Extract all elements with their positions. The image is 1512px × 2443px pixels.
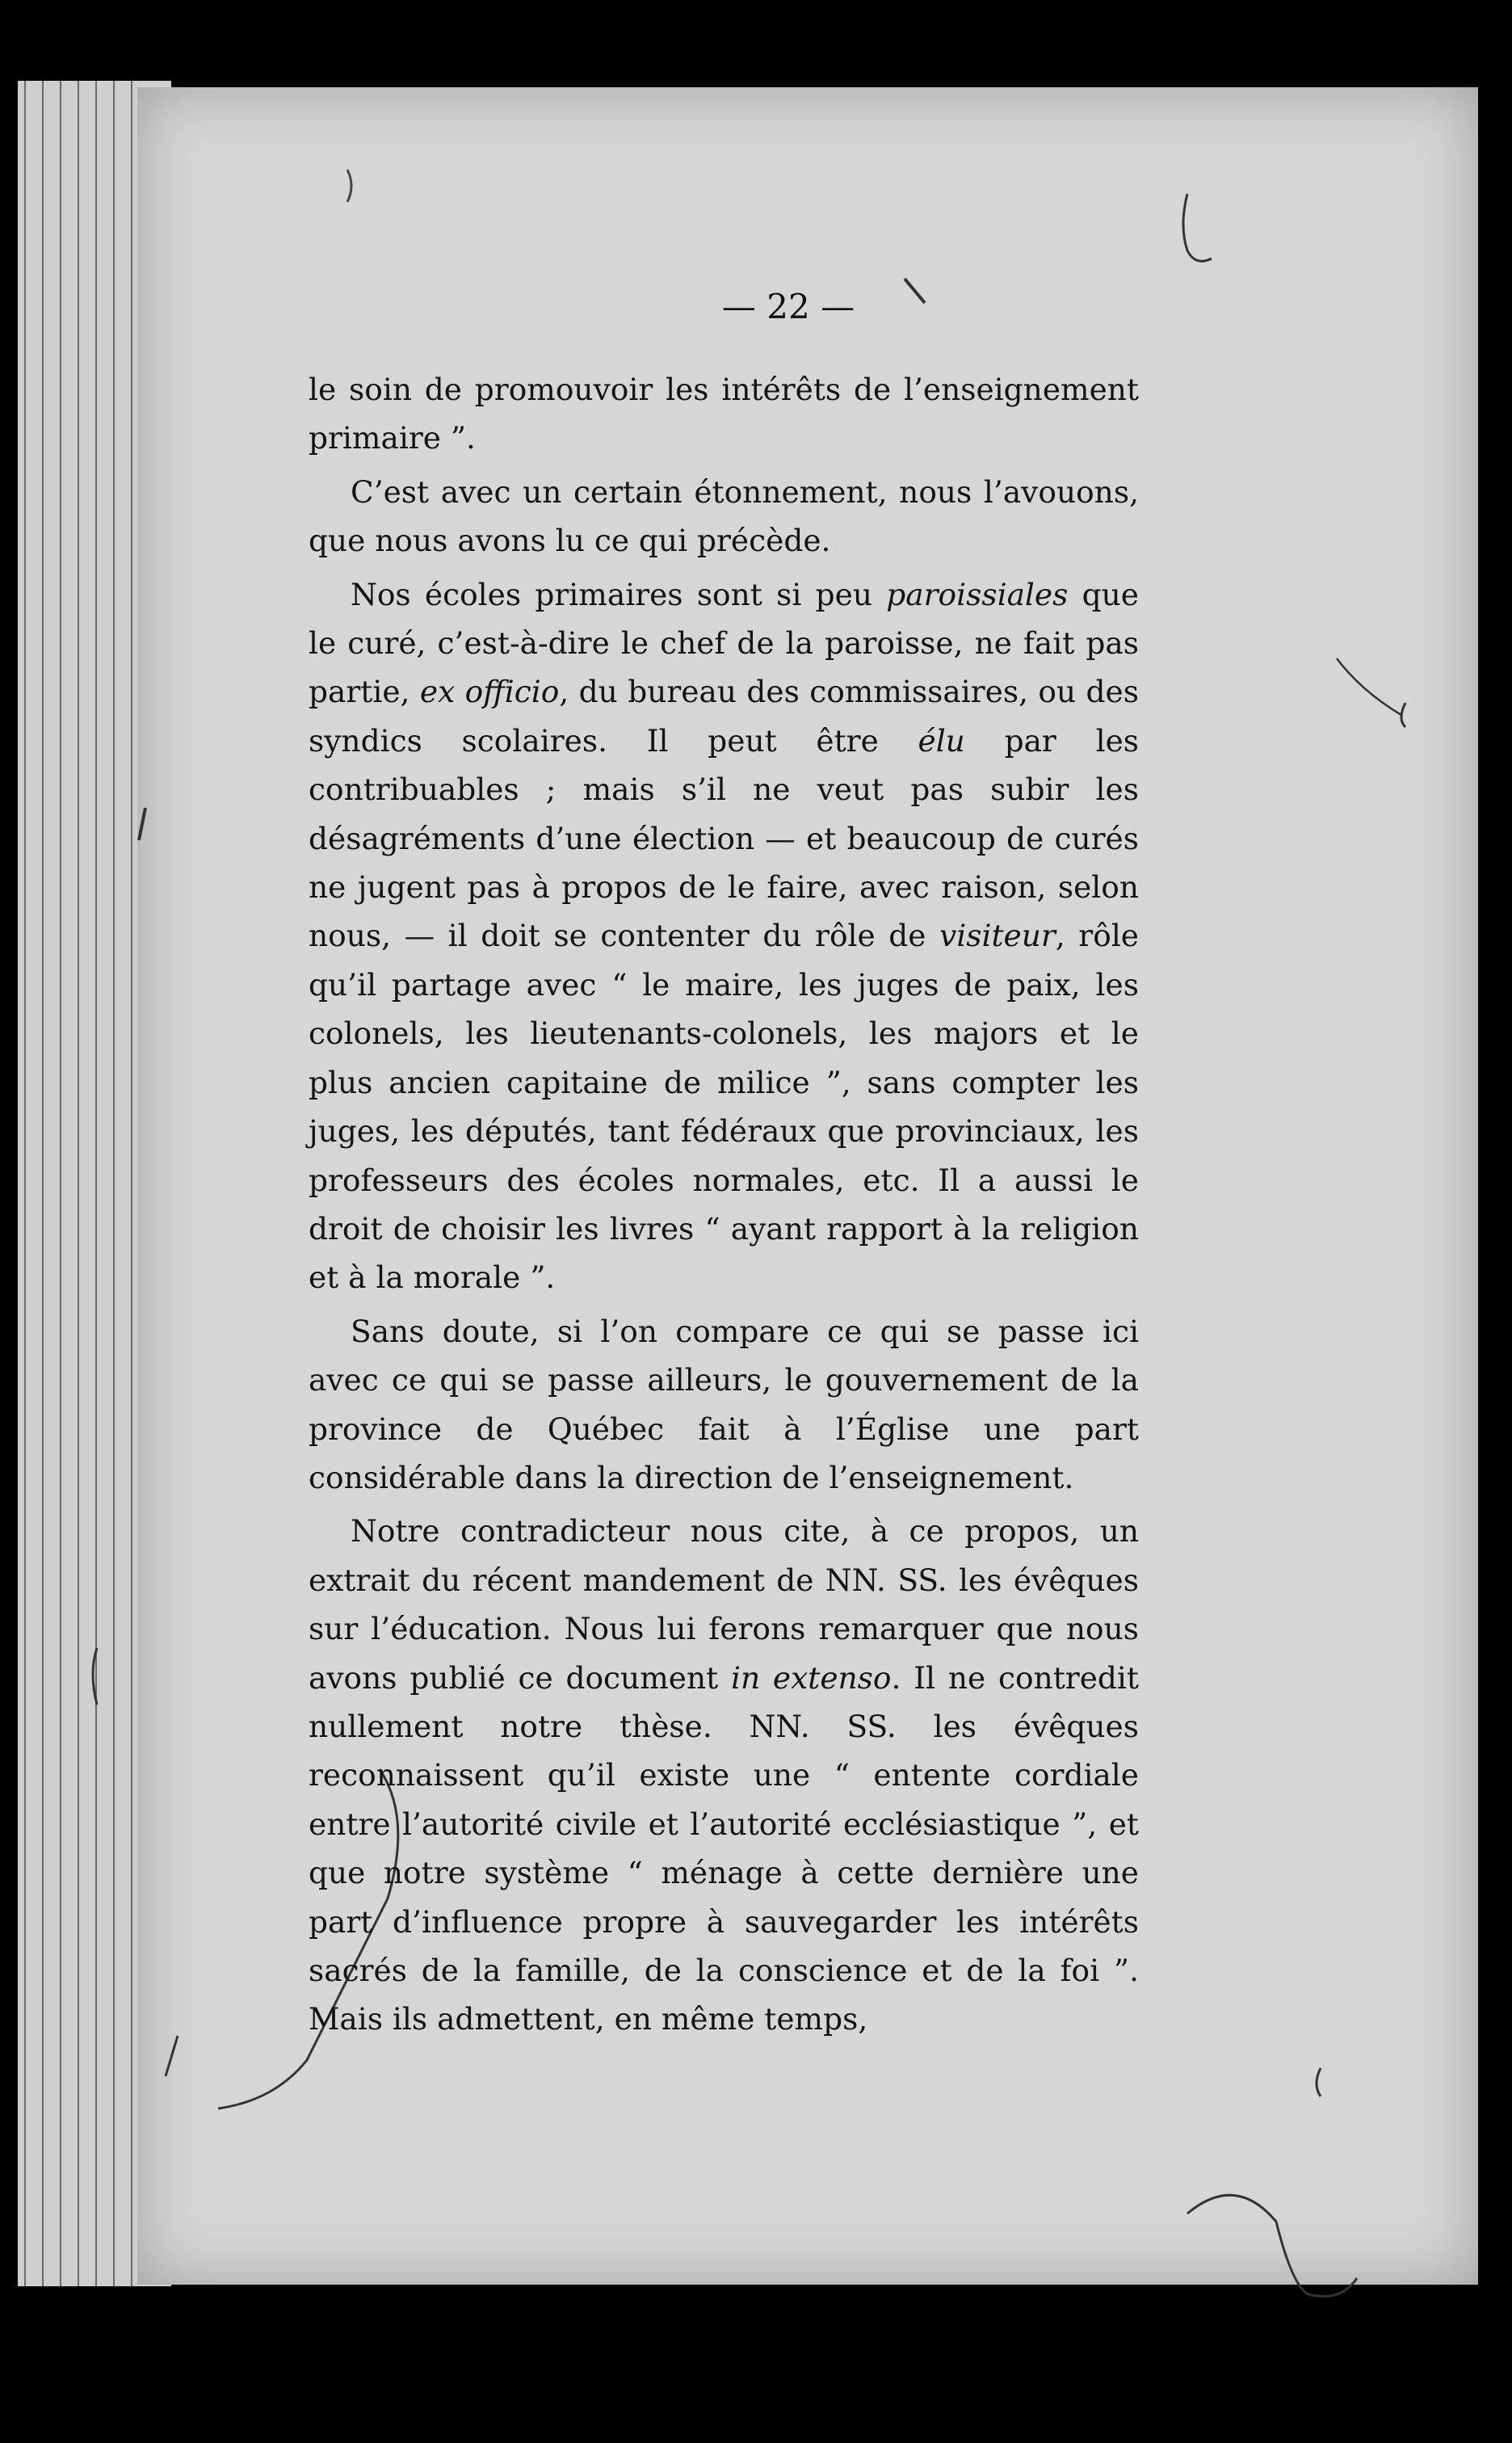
text-run: . Il ne contredit nullement notre thèse. NN. SS. les évêques reconnaissent qu’il existe une “ entente cordiale entre l’autorité civile et l’autorité ecclésiastique ”, et que notre système “ ménage à cette dernière une part d’influence propre à sauvegarder les intérêts sacrés de la famille, de la conscience et de la foi ”. Mais ils admettent, en même temps, xyxy=(309,1659,1139,2037)
italic-text: élu xyxy=(918,722,965,759)
text-run: , rôle qu’il partage avec “ le maire, les juges de paix, les colonels, les lieutenants-colonels, les majors et le plus ancien capitaine de milice ”, sans compter les juges, les députés, tant fédéraux que provinciaux, les professeurs des écoles normales, etc. Il a aussi le droit de choisir les livres “ ayant rapport à la religion et à la morale ”. xyxy=(309,918,1139,1296)
italic-text: paroissiales xyxy=(886,576,1069,612)
text-run: Sans doute, si l’on compare ce qui se passe ici avec ce qui se passe ailleurs, le gouvernement de la province de Québec fait à l’Église une part considérable dans la direction de l’enseignement. xyxy=(309,1313,1139,1495)
pencil-mark xyxy=(139,808,145,840)
italic-text: in extenso xyxy=(730,1659,892,1696)
paragraph xyxy=(309,570,1139,1302)
body-text xyxy=(309,365,1139,2044)
italic-text: ex officio xyxy=(419,674,560,710)
paragraph xyxy=(309,468,1139,566)
text-run: , du bureau des commissaires, ou des syndics scolaires. Il peut être xyxy=(309,674,1139,759)
text-run: que le curé, c’est-à-dire le chef de la paroisse, ne fait pas partie, xyxy=(309,576,1139,710)
page-number: — 22 — xyxy=(721,287,855,326)
text-run: le soin de promouvoir les intérêts de l’enseignement primaire ”. xyxy=(309,372,1139,456)
paragraph xyxy=(309,1307,1139,1503)
pencil-mark xyxy=(1401,703,1405,727)
text-run: C’est avec un certain étonnement, nous l’avouons, que nous avons lu ce qui précède. xyxy=(309,473,1139,559)
paragraph xyxy=(309,1507,1139,2043)
pencil-mark xyxy=(166,2036,178,2076)
pencil-mark xyxy=(93,1648,97,1705)
text-run: Nos écoles primaires sont si peu xyxy=(351,576,887,612)
pencil-mark xyxy=(1183,194,1212,261)
pencil-mark xyxy=(1337,658,1401,715)
pencil-mark xyxy=(1187,2195,1357,2296)
paragraph xyxy=(309,365,1139,463)
text-run: Notre contradicteur nous cite, à ce propos, un extrait du récent mandement de NN. SS. les évêques sur l’éducation. Nous lui ferons remarquer que nous avons publié ce document xyxy=(309,1513,1139,1696)
pencil-mark xyxy=(347,170,351,202)
italic-text: visiteur xyxy=(939,918,1056,954)
pencil-mark xyxy=(1317,2068,1321,2096)
text-run: par les contribuables ; mais s’il ne veut pas subir les désagréments d’une élection — et beaucoup de curés ne jugent pas à propos de le faire, avec raison, selon nous, — il doit se contenter du rôle de xyxy=(309,722,1140,954)
